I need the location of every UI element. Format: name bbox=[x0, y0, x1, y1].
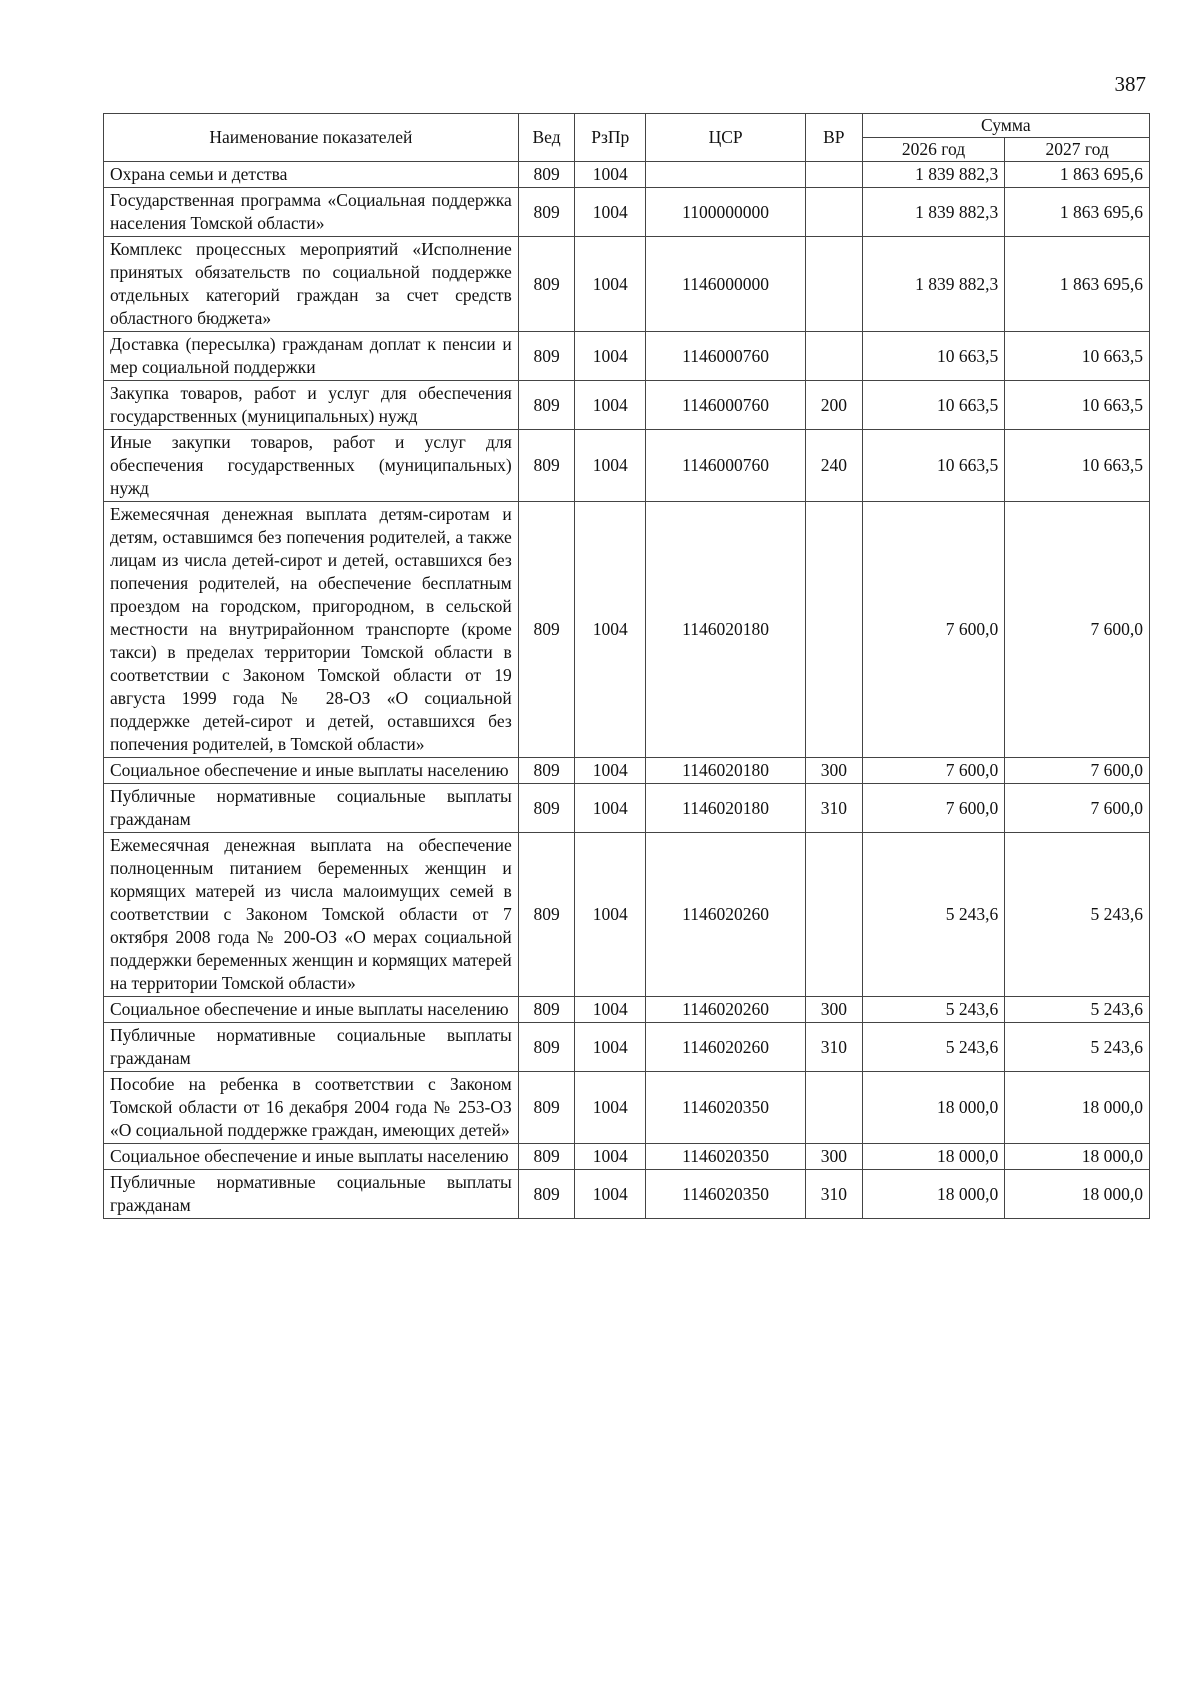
row-name: Закупка товаров, работ и услуг для обеспечения государственных (муниципальных) нужд bbox=[104, 381, 519, 430]
row-amount-2027: 5 243,6 bbox=[1005, 997, 1150, 1023]
table-row bbox=[104, 784, 1150, 833]
row-ved: 809 bbox=[518, 162, 575, 188]
row-ved: 809 bbox=[518, 784, 575, 833]
table-body bbox=[104, 162, 1150, 1219]
row-amount-2026: 7 600,0 bbox=[862, 784, 1005, 833]
table-row bbox=[104, 1170, 1150, 1219]
row-amount-2026: 18 000,0 bbox=[862, 1170, 1005, 1219]
row-csr: 1146020260 bbox=[646, 997, 806, 1023]
row-csr: 1146020260 bbox=[646, 833, 806, 997]
row-amount-2027: 7 600,0 bbox=[1005, 502, 1150, 758]
row-name: Доставка (пересылка) гражданам доплат к пенсии и мер социальной поддержки bbox=[104, 332, 519, 381]
row-name: Государственная программа «Социальная поддержка населения Томской области» bbox=[104, 188, 519, 237]
row-name: Социальное обеспечение и иные выплаты населению bbox=[104, 997, 519, 1023]
row-vr: 300 bbox=[806, 758, 863, 784]
row-vr: 310 bbox=[806, 1170, 863, 1219]
table-row bbox=[104, 162, 1150, 188]
row-ved: 809 bbox=[518, 237, 575, 332]
row-name: Публичные нормативные социальные выплаты гражданам bbox=[104, 1023, 519, 1072]
header-name: Наименование показателей bbox=[104, 114, 519, 162]
row-csr bbox=[646, 162, 806, 188]
row-vr bbox=[806, 188, 863, 237]
row-ved: 809 bbox=[518, 381, 575, 430]
row-vr bbox=[806, 833, 863, 997]
row-name: Публичные нормативные социальные выплаты гражданам bbox=[104, 1170, 519, 1219]
header-sum: Сумма bbox=[862, 114, 1149, 138]
table-row bbox=[104, 758, 1150, 784]
table-row bbox=[104, 833, 1150, 997]
table-row bbox=[104, 1023, 1150, 1072]
table-row bbox=[104, 502, 1150, 758]
row-rzpr: 1004 bbox=[575, 237, 646, 332]
row-ved: 809 bbox=[518, 1144, 575, 1170]
table-row bbox=[104, 997, 1150, 1023]
row-rzpr: 1004 bbox=[575, 1170, 646, 1219]
row-amount-2027: 5 243,6 bbox=[1005, 833, 1150, 997]
row-amount-2027: 1 863 695,6 bbox=[1005, 162, 1150, 188]
row-rzpr: 1004 bbox=[575, 997, 646, 1023]
row-amount-2027: 10 663,5 bbox=[1005, 381, 1150, 430]
row-name: Социальное обеспечение и иные выплаты населению bbox=[104, 1144, 519, 1170]
row-csr: 1146020350 bbox=[646, 1072, 806, 1144]
row-csr: 1100000000 bbox=[646, 188, 806, 237]
row-name: Ежемесячная денежная выплата на обеспечение полноценным питанием беременных женщин и кормящих матерей из числа малоимущих семей в соответствии с Законом Томской области от 7 октября 2008 года № 200-ОЗ «О мерах социальной поддержки беременных женщин и кормящих матерей на территории Томской области» bbox=[104, 833, 519, 997]
page-number: 387 bbox=[1114, 72, 1146, 96]
header-ved: Вед bbox=[518, 114, 575, 162]
row-rzpr: 1004 bbox=[575, 758, 646, 784]
row-rzpr: 1004 bbox=[575, 381, 646, 430]
row-rzpr: 1004 bbox=[575, 833, 646, 997]
row-rzpr: 1004 bbox=[575, 1144, 646, 1170]
table-row bbox=[104, 332, 1150, 381]
row-csr: 1146000760 bbox=[646, 430, 806, 502]
table-row bbox=[104, 237, 1150, 332]
row-ved: 809 bbox=[518, 502, 575, 758]
header-rzpr: РзПр bbox=[575, 114, 646, 162]
row-rzpr: 1004 bbox=[575, 1072, 646, 1144]
table-row bbox=[104, 1144, 1150, 1170]
row-rzpr: 1004 bbox=[575, 162, 646, 188]
row-name: Пособие на ребенка в соответствии с Законом Томской области от 16 декабря 2004 года № 253-ОЗ «О социальной поддержке граждан, имеющих детей» bbox=[104, 1072, 519, 1144]
row-ved: 809 bbox=[518, 997, 575, 1023]
row-vr bbox=[806, 332, 863, 381]
header-vr: ВР bbox=[806, 114, 863, 162]
row-vr bbox=[806, 502, 863, 758]
row-ved: 809 bbox=[518, 1023, 575, 1072]
row-csr: 1146000760 bbox=[646, 332, 806, 381]
row-amount-2026: 5 243,6 bbox=[862, 997, 1005, 1023]
row-vr bbox=[806, 237, 863, 332]
row-amount-2027: 18 000,0 bbox=[1005, 1072, 1150, 1144]
row-vr bbox=[806, 162, 863, 188]
row-csr: 1146020350 bbox=[646, 1170, 806, 1219]
row-amount-2026: 5 243,6 bbox=[862, 1023, 1005, 1072]
row-ved: 809 bbox=[518, 758, 575, 784]
row-rzpr: 1004 bbox=[575, 188, 646, 237]
row-amount-2027: 10 663,5 bbox=[1005, 430, 1150, 502]
table-row bbox=[104, 381, 1150, 430]
row-amount-2026: 10 663,5 bbox=[862, 381, 1005, 430]
row-ved: 809 bbox=[518, 1072, 575, 1144]
row-csr: 1146020260 bbox=[646, 1023, 806, 1072]
row-csr: 1146020180 bbox=[646, 502, 806, 758]
row-amount-2027: 1 863 695,6 bbox=[1005, 237, 1150, 332]
row-amount-2027: 1 863 695,6 bbox=[1005, 188, 1150, 237]
row-rzpr: 1004 bbox=[575, 502, 646, 758]
row-amount-2026: 18 000,0 bbox=[862, 1144, 1005, 1170]
header-year-2026: 2026 год bbox=[862, 138, 1005, 162]
row-amount-2027: 18 000,0 bbox=[1005, 1144, 1150, 1170]
row-name: Охрана семьи и детства bbox=[104, 162, 519, 188]
row-amount-2027: 10 663,5 bbox=[1005, 332, 1150, 381]
row-csr: 1146000000 bbox=[646, 237, 806, 332]
table-row bbox=[104, 1072, 1150, 1144]
row-ved: 809 bbox=[518, 1170, 575, 1219]
row-vr: 300 bbox=[806, 997, 863, 1023]
row-rzpr: 1004 bbox=[575, 332, 646, 381]
header-csr: ЦСР bbox=[646, 114, 806, 162]
row-amount-2027: 5 243,6 bbox=[1005, 1023, 1150, 1072]
row-vr bbox=[806, 1072, 863, 1144]
row-vr: 200 bbox=[806, 381, 863, 430]
row-ved: 809 bbox=[518, 332, 575, 381]
row-csr: 1146000760 bbox=[646, 381, 806, 430]
row-ved: 809 bbox=[518, 430, 575, 502]
row-amount-2026: 1 839 882,3 bbox=[862, 188, 1005, 237]
row-amount-2026: 5 243,6 bbox=[862, 833, 1005, 997]
row-amount-2026: 18 000,0 bbox=[862, 1072, 1005, 1144]
row-amount-2027: 7 600,0 bbox=[1005, 784, 1150, 833]
row-rzpr: 1004 bbox=[575, 430, 646, 502]
row-ved: 809 bbox=[518, 188, 575, 237]
header-year-2027: 2027 год bbox=[1005, 138, 1150, 162]
row-csr: 1146020180 bbox=[646, 758, 806, 784]
row-rzpr: 1004 bbox=[575, 784, 646, 833]
row-name: Публичные нормативные социальные выплаты гражданам bbox=[104, 784, 519, 833]
row-vr: 310 bbox=[806, 1023, 863, 1072]
budget-table bbox=[103, 113, 1150, 1219]
row-amount-2026: 7 600,0 bbox=[862, 758, 1005, 784]
row-vr: 240 bbox=[806, 430, 863, 502]
row-ved: 809 bbox=[518, 833, 575, 997]
row-amount-2026: 7 600,0 bbox=[862, 502, 1005, 758]
row-amount-2026: 10 663,5 bbox=[862, 430, 1005, 502]
row-name: Комплекс процессных мероприятий «Исполнение принятых обязательств по социальной поддержке отдельных категорий граждан за счет средств областного бюджета» bbox=[104, 237, 519, 332]
row-amount-2026: 1 839 882,3 bbox=[862, 162, 1005, 188]
row-rzpr: 1004 bbox=[575, 1023, 646, 1072]
row-csr: 1146020350 bbox=[646, 1144, 806, 1170]
row-amount-2026: 10 663,5 bbox=[862, 332, 1005, 381]
row-vr: 300 bbox=[806, 1144, 863, 1170]
row-amount-2026: 1 839 882,3 bbox=[862, 237, 1005, 332]
row-vr: 310 bbox=[806, 784, 863, 833]
row-csr: 1146020180 bbox=[646, 784, 806, 833]
table-row bbox=[104, 430, 1150, 502]
row-name: Ежемесячная денежная выплата детям-сиротам и детям, оставшимся без попечения родителей, а также лицам из числа детей-сирот и детей, оставшихся без попечения родителей, на обеспечение бесплатным проездом на городском, пригородном, в сельской местности на внутрирайонном транспорте (кроме такси) в пределах территории Томской области в соответствии с Законом Томской области от 19 августа 1999 года № 28-ОЗ «О социальной поддержке детей-сирот и детей, оставшихся без попечения родителей, в Томской области» bbox=[104, 502, 519, 758]
row-name: Социальное обеспечение и иные выплаты населению bbox=[104, 758, 519, 784]
table-row bbox=[104, 188, 1150, 237]
row-amount-2027: 7 600,0 bbox=[1005, 758, 1150, 784]
header-row bbox=[104, 114, 1150, 138]
row-amount-2027: 18 000,0 bbox=[1005, 1170, 1150, 1219]
row-name: Иные закупки товаров, работ и услуг для обеспечения государственных (муниципальных) нужд bbox=[104, 430, 519, 502]
